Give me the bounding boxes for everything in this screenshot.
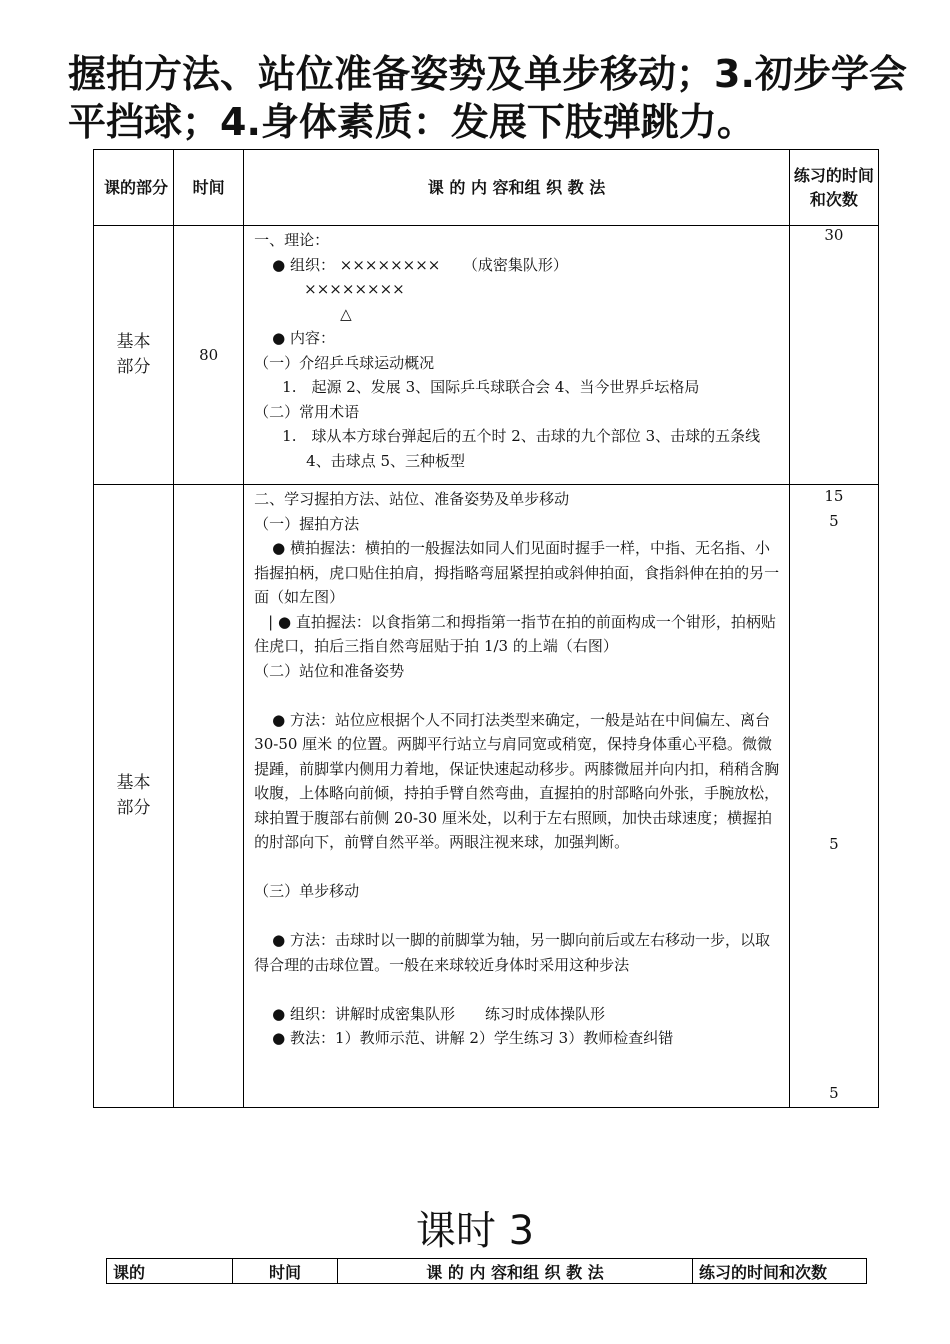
content-line: ● 横拍握法：横拍的一般握法如同人们见面时握手一样，中指、无名指、小指握拍柄，虎口贴住拍肩，拇指略弯屈紧捏拍或斜伸拍面，食指斜伸在拍的另一面（如左图）	[254, 539, 780, 606]
content-line: （一）握拍方法	[254, 514, 360, 533]
content-line: （二）站位和准备姿势	[254, 661, 405, 680]
content-line: | ● 直拍握法：以食指第二和拇指第一指节在拍的前面构成一个钳形，拍柄贴住虎口，拍后三指自然弯屈贴于拍 1/3 的上端（右图）	[254, 612, 776, 655]
content-line: ● 组织： ×××××××× （成密集队形）	[272, 255, 568, 274]
content-line: ● 方法：站位应根据个人不同打法类型来确定，一般是站在中间偏左、离台 30-50 厘米 的位置。两脚平行站立与肩同宽或稍宽，保持身体重心平稳。微微提踵，前脚掌内侧用力着地，保证快速起动移步。两膝微屈并向内扣，稍稍含胸收腹，上体略向前倾，持拍手臂自然弯曲，直握拍的肘部略向外张，手腕放松，球拍置于腹部右前侧 20-30 厘米处，以利于左右照顾，加快击球速度；横握拍的肘部向下，前臂自然平举。两眼注视来球，加强判断。	[254, 710, 780, 851]
practice-value: 15	[824, 487, 844, 505]
practice-value: 5	[829, 1084, 839, 1102]
row2-practice	[789, 485, 878, 1108]
next-header-practice: 练习的时间和次数	[693, 1259, 867, 1284]
lesson-plan-table	[93, 149, 879, 1108]
lesson-title: 课时 3	[415, 1208, 535, 1254]
content-line: ● 方法：击球时以一脚的前脚掌为轴，另一脚向前后或左右移动一步，以取得合理的击球位置。一般在来球较近身体时采用这种步法	[254, 931, 771, 974]
content-line: ××××××××	[304, 280, 405, 298]
next-table-header-row	[107, 1259, 867, 1284]
next-header-time: 时间	[233, 1259, 338, 1284]
header-content: 课 的 内 容和组 织 教 法	[244, 150, 790, 226]
page-heading: 握拍方法、站位准备姿势及单步移动；3.初步学会平挡球；4.身体素质：发展下肢弹跳力。	[68, 52, 907, 144]
content-line: （二）常用术语	[254, 402, 360, 421]
practice-value: 5	[829, 835, 839, 853]
row1-part: 基本部分	[94, 226, 174, 485]
content-line: △	[340, 304, 352, 323]
next-lesson-table	[106, 1258, 867, 1284]
content-line: 1. 球从本方球台弹起后的五个时 2、击球的九个部位 3、击球的五条线 4、击球点 5、三种板型	[282, 427, 761, 470]
table-row-grip-stance	[94, 485, 879, 1108]
table-header-row	[94, 150, 879, 226]
row1-content	[244, 226, 790, 485]
table-row-theory	[94, 226, 879, 485]
content-line: （三）单步移动	[254, 882, 360, 900]
content-line: ● 内容：	[272, 329, 336, 347]
content-line: 一、理论：	[254, 231, 330, 249]
next-header-content: 课 的 内 容和组 织 教 法	[338, 1259, 693, 1284]
row2-part: 基本部分	[94, 485, 174, 1108]
practice-value: 5	[829, 512, 839, 530]
row1-practice: 30	[789, 226, 878, 485]
next-header-part: 课的	[107, 1259, 233, 1284]
content-line: 二、学习握拍方法、站位、准备姿势及单步移动	[254, 490, 570, 508]
header-practice: 练习的时间和次数	[789, 150, 878, 226]
content-line: 1. 起源 2、发展 3、国际乒乓球联合会 4、当今世界乒坛格局	[282, 378, 700, 396]
row2-content	[244, 485, 790, 1108]
row1-time: 80	[174, 226, 244, 485]
content-line: （一）介绍乒乓球运动概况	[254, 353, 435, 372]
header-time: 时间	[174, 150, 244, 226]
content-line: ● 教法：1）教师示范、讲解 2）学生练习 3）教师检查纠错	[272, 1029, 674, 1047]
row2-time	[174, 485, 244, 1108]
header-part: 课的部分	[94, 150, 174, 226]
content-line: ● 组织：讲解时成密集队形 练习时成体操队形	[272, 1004, 606, 1023]
